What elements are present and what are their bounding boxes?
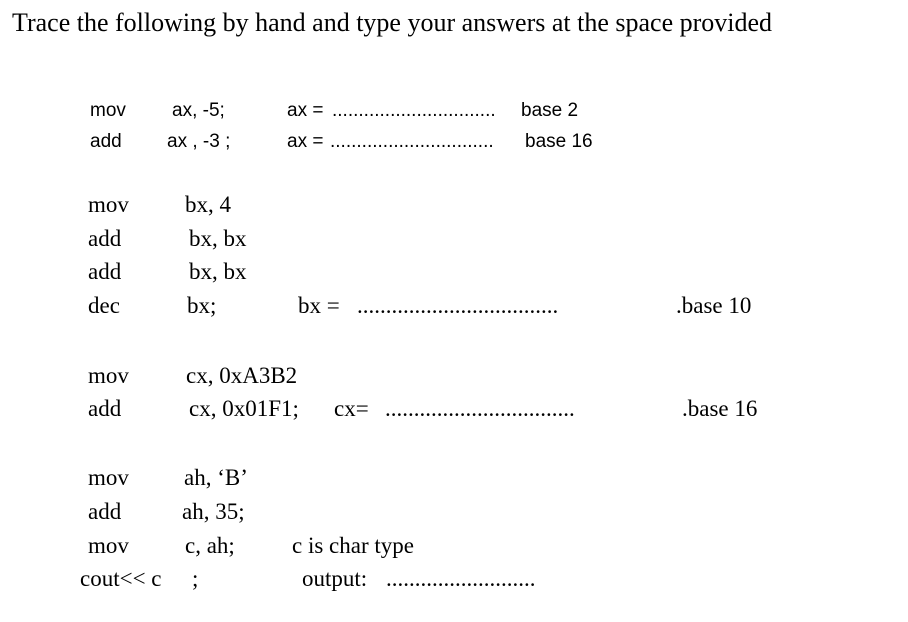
- instruction-args: ah, ‘B’: [184, 465, 248, 490]
- page-title: Trace the following by hand and type your answers at the space provided: [12, 8, 773, 37]
- answer-label: ax =: [287, 100, 324, 121]
- answer-base: base 16: [525, 131, 593, 152]
- answer-blank[interactable]: ..........................: [386, 566, 536, 591]
- instruction-op: add: [88, 396, 122, 421]
- instruction-op: mov: [88, 533, 129, 558]
- note-text: c is char type: [292, 533, 414, 558]
- instruction-args: bx, 4: [185, 192, 231, 217]
- answer-blank[interactable]: .................................: [385, 396, 575, 421]
- instruction-op: mov: [88, 465, 129, 490]
- instruction-op: add: [88, 259, 122, 284]
- answer-label: bx =: [298, 293, 340, 318]
- answer-base: .base 16: [682, 396, 758, 421]
- instruction-args: ax, -5;: [172, 100, 225, 121]
- answer-base: .base 10: [676, 293, 752, 318]
- instruction-op: add: [88, 226, 122, 251]
- instruction-op: mov: [88, 363, 129, 388]
- instruction-op: mov: [88, 192, 129, 217]
- instruction-args: ax , -3 ;: [167, 131, 231, 152]
- instruction-args: bx;: [187, 293, 217, 318]
- instruction-args: cx, 0x01F1;: [189, 396, 299, 421]
- instruction-op: mov: [90, 100, 126, 121]
- instruction-args: ;: [192, 566, 199, 591]
- output-label: output:: [302, 566, 368, 591]
- answer-label: cx=: [334, 396, 369, 421]
- instruction-args: bx, bx: [189, 259, 247, 284]
- answer-blank[interactable]: ...................................: [357, 293, 559, 318]
- answer-base: base 2: [521, 100, 579, 121]
- instruction-args: bx, bx: [189, 226, 247, 251]
- instruction-op: add: [88, 499, 122, 524]
- answer-blank[interactable]: ...............................: [330, 131, 494, 152]
- instruction-args: c, ah;: [185, 533, 235, 558]
- instruction-op: cout<< c: [80, 566, 162, 591]
- instruction-args: cx, 0xA3B2: [186, 363, 298, 388]
- answer-blank[interactable]: ...............................: [332, 100, 496, 121]
- instruction-op: dec: [88, 293, 120, 318]
- answer-label: ax =: [287, 131, 324, 152]
- instruction-args: ah, 35;: [182, 499, 245, 524]
- instruction-op: add: [90, 131, 122, 152]
